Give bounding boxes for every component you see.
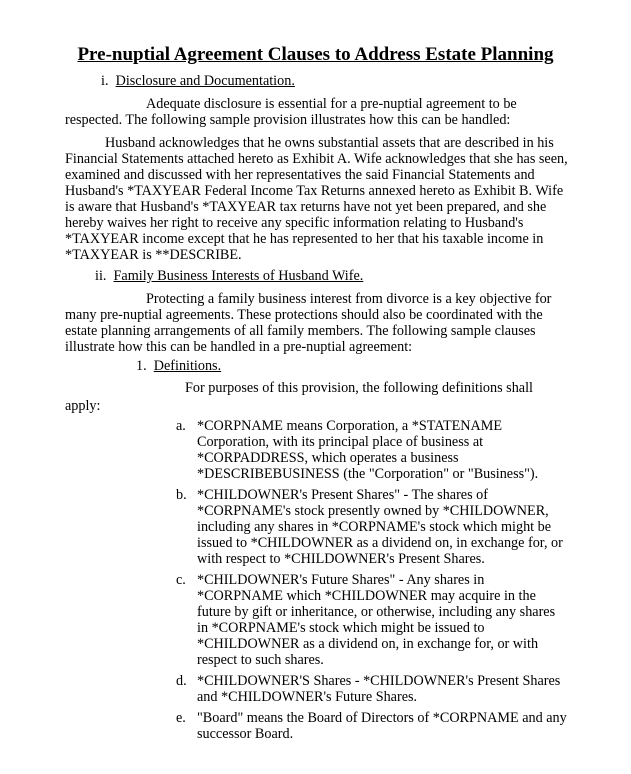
definition-line: "Board" means the Board of Directors of *CORPNAME and any <box>197 710 567 726</box>
definition-line: *CHILDOWNER's Future Shares" - Any shares in <box>197 572 485 588</box>
section-i-intro-line: Adequate disclosure is essential for a pre-nuptial agreement to be <box>146 96 517 112</box>
section-ii-intro-line: illustrate how this can be handled in a pre-nuptial agreement: <box>65 339 413 355</box>
section-ii-number: ii. <box>95 268 107 284</box>
definition-line: in *CORPNAME's stock which might be issued to <box>197 620 485 636</box>
definitions-number: 1. <box>136 358 147 374</box>
provision-line: Financial Statements attached hereto as Exhibit A. Wife acknowledges that she has seen, <box>65 151 568 167</box>
definition-line: *CORPNAME means Corporation, a *STATENAME <box>197 418 503 434</box>
section-ii-title: Family Business Interests of Husband Wife. <box>113 268 364 284</box>
section-ii-heading <box>95 268 363 284</box>
provision-line: hereby waives her right to receive any specific information relating to Husband's <box>65 215 524 231</box>
definitions-intro-line: For purposes of this provision, the following definitions shall <box>185 380 533 396</box>
definition-line: successor Board. <box>197 726 294 742</box>
section-i-number: i. <box>101 73 109 89</box>
definition-line: *CORPNAME which *CHILDOWNER may acquire in the <box>197 588 536 604</box>
definition-line: *CORPADDRESS, which operates a business <box>197 450 459 466</box>
section-i-title: Disclosure and Documentation. <box>115 73 295 89</box>
section-i-heading <box>101 73 295 89</box>
provision-line: Husband acknowledges that he owns substantial assets that are described in his <box>105 135 554 151</box>
section-ii-intro-line: estate planning arrangements of all family members. The following sample clauses <box>65 323 536 339</box>
definition-line: future by gift or inheritance, or otherwise, including any shares <box>197 604 556 620</box>
definition-letter: c. <box>176 572 186 588</box>
provision-line: Husband's *TAXYEAR Federal Income Tax Returns annexed hereto as Exhibit B. Wife <box>65 183 564 199</box>
definition-line: *CORPNAME's stock presently owned by *CHILDOWNER, <box>197 503 549 519</box>
definition-line: *CHILDOWNER'S Shares - *CHILDOWNER's Present Shares <box>197 673 561 689</box>
definition-line: with respect to *CHILDOWNER's Present Shares. <box>197 551 485 567</box>
section-i-intro-line: respected. The following sample provision illustrates how this can be handled: <box>65 112 511 128</box>
definition-line: *CHILDOWNER as a dividend on, in exchange for, or with <box>197 636 539 652</box>
definition-letter: b. <box>176 487 187 503</box>
definitions-heading <box>136 358 221 374</box>
definitions-title: Definitions. <box>153 358 222 374</box>
provision-line: examined and discussed with her representatives the said Financial Statements and <box>65 167 535 183</box>
provision-line: *TAXYEAR is **DESCRIBE. <box>65 247 242 263</box>
definition-line: respect to such shares. <box>197 652 324 668</box>
provision-line: is aware that Husband's *TAXYEAR tax returns have not yet been prepared, and she <box>65 199 547 215</box>
definition-letter: e. <box>176 710 186 726</box>
section-ii-intro-line: many pre-nuptial agreements. These protections should also be coordinated with the <box>65 307 543 323</box>
definition-line: *CHILDOWNER's Present Shares" - The shares of <box>197 487 488 503</box>
definition-line: Corporation, with its principal place of business at <box>197 434 484 450</box>
definition-line: *DESCRIBEBUSINESS (the "Corporation" or "Business"). <box>197 466 539 482</box>
document-title: Pre-nuptial Agreement Clauses to Address Estate Planning <box>77 44 554 65</box>
definition-letter: d. <box>176 673 187 689</box>
section-ii-intro-line: Protecting a family business interest from divorce is a key objective for <box>146 291 552 307</box>
definition-letter: a. <box>176 418 186 434</box>
definition-line: including any shares in *CORPNAME's stock which might be <box>197 519 552 535</box>
definition-line: and *CHILDOWNER's Future Shares. <box>197 689 418 705</box>
definitions-intro-line: apply: <box>65 398 101 414</box>
provision-line: *TAXYEAR income except that he has represented to her that his taxable income in <box>65 231 544 247</box>
definition-line: issued to *CHILDOWNER as a dividend on, in exchange for, or <box>197 535 563 551</box>
